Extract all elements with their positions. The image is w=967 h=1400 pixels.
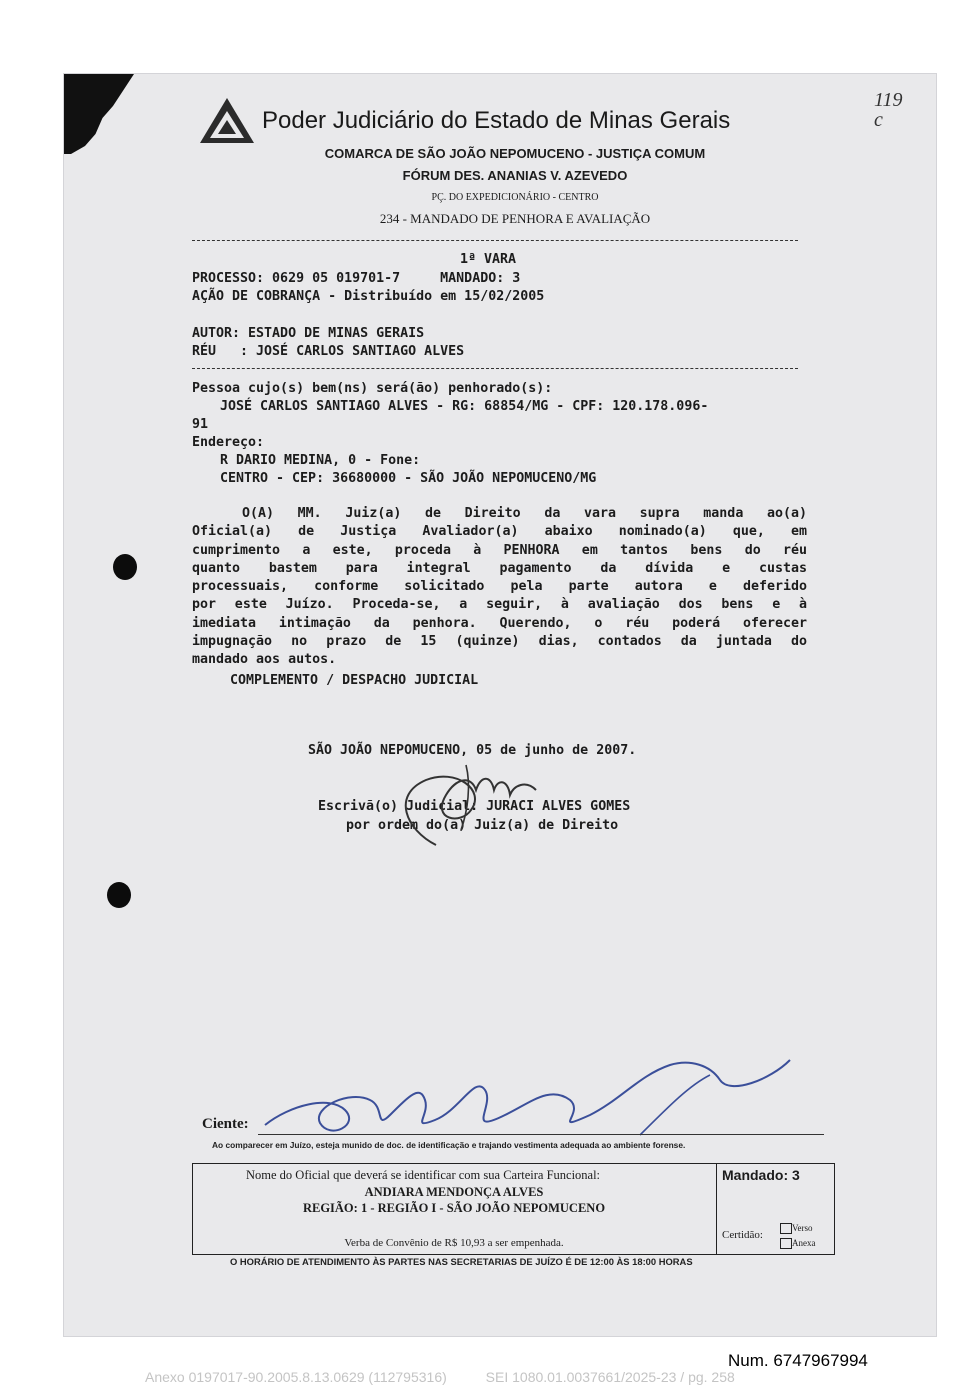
document-type: 234 - MANDADO DE PENHORA E AVALIAÇÃO	[379, 211, 651, 226]
text-line: imediata intimação da penhora. Querendo, o réu poderá oferecer	[192, 615, 807, 631]
complemento-label: COMPLEMENTO / DESPACHO JUDICIAL	[230, 673, 479, 688]
mandado-number: Mandado: 3	[722, 1167, 800, 1183]
horario-notice: O HORÁRIO DE ATENDIMENTO ÀS PARTES NAS SECRETARIAS DE JUÍZO É DE 12:00 ÀS 18:00 HORAS	[230, 1256, 693, 1267]
tribunal-logo-icon	[198, 96, 256, 146]
address-line: CENTRO - CEP: 36680000 - SÃO JOÃO NEPOMUCENO/MG	[220, 471, 597, 486]
place-date: SÃO JOÃO NEPOMUCENO, 05 de junho de 2007.	[308, 743, 637, 758]
forum-address: PÇ. DO EXPEDICIONÁRIO - CENTRO	[431, 192, 599, 203]
anexa-label: Anexa	[792, 1238, 816, 1248]
text-line: O(A) MM. Juiz(a) de Direito da vara supra manda ao(a)	[242, 506, 807, 521]
autor-line: AUTOR: ESTADO DE MINAS GERAIS	[192, 326, 425, 341]
punch-hole	[113, 554, 137, 580]
punch-hole	[107, 882, 131, 908]
judicial-signature	[376, 750, 566, 860]
regiao: REGIÃO: 1 - REGIÃO I - SÃO JOÃO NEPOMUCENO	[302, 1201, 606, 1215]
text-line: impugnação no prazo de 15 (quinze) dias, contados da juntada do	[192, 634, 807, 650]
comarca: COMARCA DE SÃO JOÃO NEPOMUCENO - JUSTIÇA COMUM	[324, 146, 706, 161]
acao-line: AÇÃO DE COBRANÇA - Distribuído em 15/02/2005	[192, 289, 545, 304]
forum: FÓRUM DES. ANANIAS V. AZEVEDO	[402, 168, 628, 183]
text-line: cumprimento a este, proceda à PENHORA em tantos bens do réu	[192, 542, 807, 558]
oficial-name: ANDIARA MENDONÇA ALVES	[364, 1185, 544, 1199]
bottom-reference: Anexo 0197017-90.2005.8.13.0629 (112795316) SEI 1080.01.0037661/2025-23 / pg. 258	[145, 1369, 735, 1385]
oficial-label: Nome do Oficial que deverá se identificar com sua Carteira Funcional:	[246, 1168, 601, 1182]
text-line: mandado aos autos.	[192, 652, 337, 668]
verso-checkbox	[780, 1223, 792, 1234]
text-line: quanto bastem para integral pagamento da dívida e custas	[192, 560, 807, 576]
court-title: Poder Judiciário do Estado de Minas Gerais	[262, 107, 731, 134]
anexa-option	[780, 1238, 816, 1249]
endereco-label: Endereço:	[192, 435, 265, 450]
pessoa-identification-cont: 91	[192, 417, 209, 432]
verso-option	[780, 1223, 813, 1234]
handwritten-page-note: 119 c	[874, 89, 903, 131]
mandate-text	[192, 505, 807, 670]
ciente-label: Ciente:	[202, 1116, 249, 1132]
verba: Verba de Convênio de R$ 10,93 a ser empenhada.	[344, 1237, 564, 1249]
reu-line: RÉU : JOSÉ CARLOS SANTIAGO ALVES	[192, 344, 465, 359]
document-number: Num. 6747967994	[728, 1351, 868, 1370]
ciente-line	[258, 1134, 824, 1135]
processo-line: PROCESSO: 0629 05 019701-7 MANDADO: 3	[192, 271, 521, 286]
divider	[192, 240, 798, 241]
box-divider	[716, 1163, 717, 1255]
text-line: Oficial(a) de Justiça Avaliador(a) abaixo nominado(a) que, em	[192, 524, 807, 540]
anexa-checkbox	[780, 1238, 792, 1249]
text-line: processuais, conforme solicitado pela parte autora e deferido	[192, 579, 807, 595]
text-line: por este Juízo. Proceda-se, a seguir, à avaliação dos bens e à	[192, 597, 807, 613]
pessoa-identification: JOSÉ CARLOS SANTIAGO ALVES - RG: 68854/MG - CPF: 120.178.096-	[220, 399, 709, 414]
escriva-line: Escrivã(o) Judicial: JURACI ALVES GOMES	[318, 799, 631, 814]
pessoa-label: Pessoa cujo(s) bem(ns) será(ão) penhorado(s):	[192, 381, 553, 396]
address-line: R DARIO MEDINA, 0 - Fone:	[220, 453, 421, 468]
verso-label: Verso	[792, 1223, 813, 1233]
certidao-label: Certidão:	[722, 1229, 763, 1241]
ciente-signature	[250, 1045, 810, 1155]
por-ordem-line: por ordem do(a) Juiz(a) de Direito	[346, 818, 619, 833]
ciente-notice: Ao comparecer em Juízo, esteja munido de doc. de identificação e trajando vestimenta adequada ao ambiente forense.	[212, 1140, 686, 1150]
divider	[192, 368, 798, 369]
vara: 1ª VARA	[460, 252, 517, 267]
